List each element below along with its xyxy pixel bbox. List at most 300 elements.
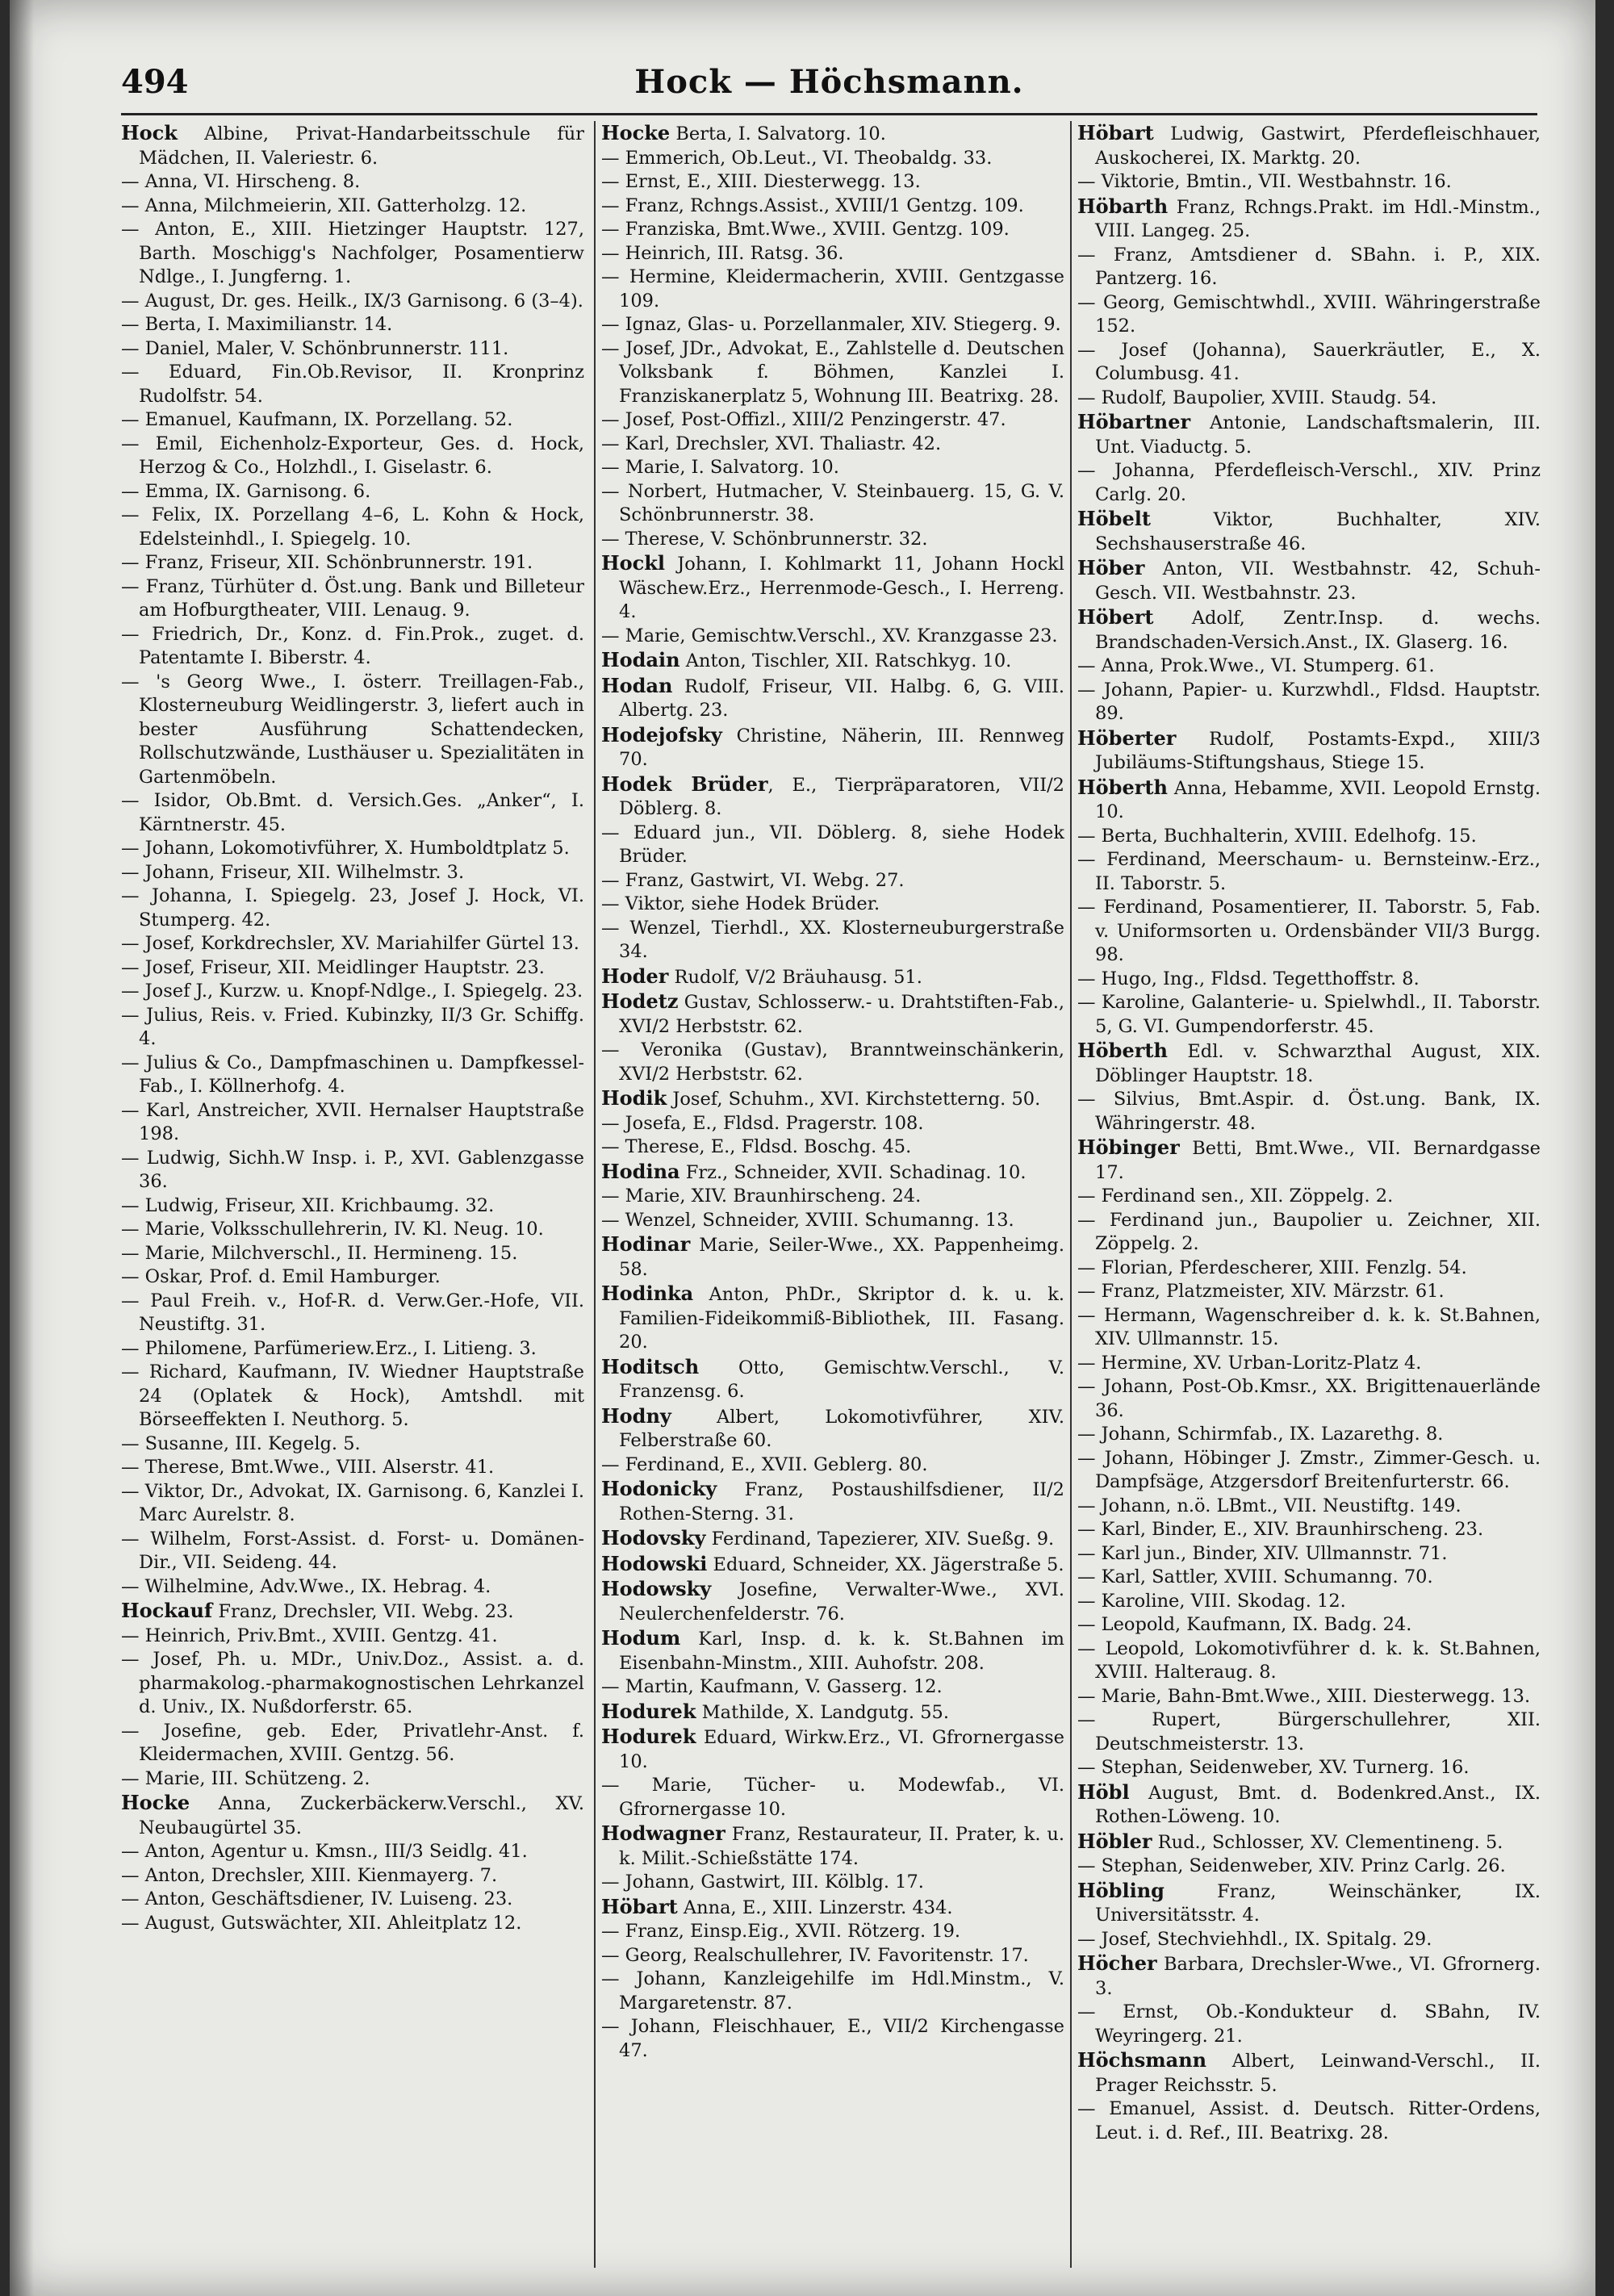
entry-text: — Anna, VI. Hirscheng. 8. — [121, 171, 361, 192]
directory-entry — [121, 980, 584, 1004]
entry-text: Franz, Drechsler, VII. Webg. 23. — [212, 1601, 514, 1622]
entry-text: — Ferdinand jun., Baupolier u. Zeichner, XII. Zöppelg. 2. — [1077, 1209, 1541, 1254]
entry-text: — Johann, Fleischhauer, E., VII/2 Kirchengasse 47. — [601, 2016, 1064, 2061]
entry-text: — Anton, Drechsler, XIII. Kienmayerg. 7. — [121, 1864, 498, 1886]
entry-surname: Höbart — [601, 1894, 678, 1918]
directory-entry — [1077, 655, 1541, 679]
entry-text: — Georg, Gemischtwhdl., XVIII. Währingerstraße 152. — [1077, 291, 1541, 337]
entry-surname: Höber — [1077, 556, 1145, 579]
entry-text: Christine, Näherin, III. Rennweg 70. — [619, 725, 1064, 770]
directory-entry — [601, 121, 1064, 147]
entry-text: — Johann, Friseur, XII. Wilhelmstr. 3. — [121, 861, 465, 883]
entry-text: — Franz, Türhüter d. Öst.ung. Bank und Billeteur am Hofburgtheater, VIII. Lenaug. 9. — [121, 575, 584, 621]
directory-entry — [1077, 1257, 1541, 1281]
directory-entry — [121, 575, 584, 623]
entry-surname: Höbart — [1077, 121, 1154, 144]
directory-entry — [601, 822, 1064, 869]
entry-text: — August, Gutswächter, XII. Ahleitplatz 12. — [121, 1912, 522, 1934]
entry-text: — Stephan, Seidenweber, XV. Turnerg. 16. — [1077, 1757, 1470, 1778]
directory-entry — [601, 147, 1064, 171]
entry-text: — Rupert, Bürgerschullehrer, XII. Deutschmeisterstr. 13. — [1077, 1709, 1541, 1754]
entry-text: — Johanna, I. Spiegelg. 23, Josef J. Hock, VI. Stumperg. 42. — [121, 885, 584, 931]
entry-text: — Eduard, Fin.Ob.Revisor, II. Kronprinz Rudolfstr. 54. — [121, 362, 584, 407]
entry-text: — Hermann, Wagenschreiber d. k. k. St.Bahnen, XIV. Ullmannstr. 15. — [1077, 1304, 1541, 1349]
directory-entry — [601, 648, 1064, 674]
entry-text: — Florian, Pferdescherer, XIII. Fenzlg. 54. — [1077, 1257, 1467, 1278]
entry-text: — Berta, I. Maximilianstr. 14. — [121, 314, 393, 335]
entry-surname: Höberth — [1077, 775, 1168, 799]
directory-entry — [1077, 1590, 1541, 1614]
directory-entry — [601, 480, 1064, 528]
directory-entry — [121, 1194, 584, 1219]
entry-text: — Therese, E., Fldsd. Boschg. 45. — [601, 1136, 912, 1157]
entry-text: — Johann, Gastwirt, III. Kölblg. 17. — [601, 1872, 924, 1892]
entry-text: Ferdinand, Tapezierer, XIV. Sueßg. 9. — [705, 1529, 1055, 1549]
directory-entry — [121, 290, 584, 314]
entry-text: — Leopold, Lokomotivführer d. k. k. St.Bahnen, XVIII. Halteraug. 8. — [1077, 1637, 1541, 1683]
entry-text: — Franz, Platzmeister, XIV. Märzstr. 61. — [1077, 1281, 1445, 1302]
entry-text: — Johanna, Pferdefleisch-Verschl., XIV. Prinz Carlg. 20. — [1077, 460, 1541, 505]
directory-entry — [1077, 1209, 1541, 1257]
entry-surname: Höberter — [1077, 726, 1177, 750]
entry-text: — August, Dr. ges. Heilk., IX/3 Garnisong. 6 (3–4). — [121, 290, 583, 312]
directory-entry — [121, 1361, 584, 1432]
directory-entry — [1077, 1352, 1541, 1376]
entry-text: — Marie, XIV. Braunhirscheng. 24. — [601, 1186, 922, 1207]
directory-entry — [1077, 991, 1541, 1039]
directory-entry — [1077, 1423, 1541, 1447]
directory-entry — [121, 1791, 584, 1840]
directory-entry — [1077, 968, 1541, 992]
entry-text: — Johann, Post-Ob.Kmsr., XX. Brigittenauerlände 36. — [1077, 1376, 1541, 1421]
entry-text: — Paul Freih. v., Hof-R. d. Verw.Ger.-Hofe, VII. Neustiftg. 31. — [121, 1290, 584, 1335]
entry-text: — Johann, n.ö. LBmt., VII. Neustiftg. 149. — [1077, 1495, 1461, 1516]
directory-entry — [601, 772, 1064, 822]
entry-text: — Marie, III. Schützeng. 2. — [121, 1767, 370, 1789]
directory-entry — [121, 1720, 584, 1767]
directory-entry — [601, 1232, 1064, 1282]
entry-text: Berta, I. Salvatorg. 10. — [670, 123, 886, 144]
entry-text: Franz, Restaurateur, II. Prater, k. u. k. Milit.-Schießstätte 174. — [619, 1824, 1064, 1869]
directory-entry — [1077, 2001, 1541, 2048]
directory-entry — [121, 1004, 584, 1052]
directory-entry — [121, 1242, 584, 1266]
page-header — [121, 63, 1537, 111]
entry-text: — Emmerich, Ob.Leut., VI. Theobaldg. 33. — [601, 147, 993, 169]
entry-text: — Wilhelmine, Adv.Wwe., IX. Hebrag. 4. — [121, 1575, 491, 1597]
directory-entry — [121, 1648, 584, 1720]
entry-text: — Johann, Schirmfab., IX. Lazarethg. 8. — [1077, 1424, 1444, 1445]
page-number: 494 — [121, 63, 189, 101]
directory-entry — [1077, 726, 1541, 776]
entry-text: — Anna, Milchmeierin, XII. Gatterholzg. 12. — [121, 194, 527, 216]
entry-text: — Philomene, Parfümeriew.Erz., I. Litieng. 3. — [121, 1337, 537, 1359]
entry-surname: Höbert — [1077, 605, 1154, 629]
entry-text: August, Bmt. d. Bodenkred.Anst., IX. Rothen-Löweng. 10. — [1095, 1782, 1541, 1827]
directory-entry — [601, 1209, 1064, 1233]
directory-entry — [601, 1185, 1064, 1209]
entry-text: — Karl, Sattler, XVIII. Schumanng. 70. — [1077, 1566, 1433, 1587]
directory-entry — [121, 1432, 584, 1457]
entry-text: — Richard, Kaufmann, IV. Wiedner Hauptstraße 24 (Oplatek & Hock), Amtshdl. mit Börseeffekten I. Neuthorg. 5. — [121, 1361, 584, 1430]
entry-text: Eduard, Schneider, XX. Jägerstraße 5. — [707, 1554, 1064, 1575]
directory-entry — [601, 625, 1064, 649]
directory-entry — [121, 1480, 584, 1528]
entry-text: — Josef, Ph. u. MDr., Univ.Doz., Assist. a. d. pharmakolog.-pharmakognostischen Lehrkanzel d. Univ., IX. Nußdorferstr. 65. — [121, 1649, 584, 1717]
entry-surname: Höbelt — [1077, 507, 1151, 530]
entry-text: — Ludwig, Sichh.W Insp. i. P., XVI. Gablenzgasse 36. — [121, 1147, 584, 1192]
directory-entry — [601, 1086, 1064, 1112]
entry-text: — Marie, Milchverschl., II. Hermineng. 15. — [121, 1242, 518, 1264]
entry-text: — Marie, I. Salvatorg. 10. — [601, 457, 839, 478]
entry-text: — Franz, Rchngs.Assist., XVIII/1 Gentzg. 109. — [601, 194, 1024, 216]
directory-entry — [601, 1355, 1064, 1404]
directory-entry — [121, 433, 584, 480]
entry-text: — Marie, Volksschullehrerin, IV. Kl. Neug. 10. — [121, 1219, 544, 1240]
entry-surname: Höbl — [1077, 1780, 1130, 1804]
entry-text: Edl. v. Schwarzthal August, XIX. Döblinger Hauptstr. 18. — [1095, 1041, 1541, 1086]
directory-entry — [1077, 1685, 1541, 1709]
entry-text: — Karl jun., Binder, XIV. Ullmannstr. 71. — [1077, 1542, 1448, 1564]
entry-surname: Hocke — [601, 121, 671, 144]
entry-text: Josef, Schuhm., XVI. Kirchstetterng. 50. — [667, 1089, 1041, 1110]
directory-entry — [121, 1528, 584, 1575]
entry-text: — Heinrich, III. Ratsg. 36. — [601, 242, 844, 264]
entry-text: — Viktor, Dr., Advokat, IX. Garnisong. 6, Kanzlei I. Marc Aurelstr. 8. — [121, 1480, 584, 1525]
directory-entry — [1077, 679, 1541, 726]
directory-entry — [121, 218, 584, 290]
entry-text: — Anna, Prok.Wwe., VI. Stumperg. 61. — [1077, 655, 1435, 676]
entry-text: — Felix, IX. Porzellang 4–6, L. Kohn & Hock, Edelsteinhdl., I. Spiegelg. 10. — [121, 504, 584, 550]
entry-surname: Höbinger — [1077, 1135, 1180, 1159]
entry-text: — Martin, Kaufmann, V. Gasserg. 12. — [601, 1676, 943, 1697]
entry-text: Anna, Hebamme, XVII. Leopold Ernstg. 10. — [1095, 777, 1541, 822]
directory-entry — [1077, 1135, 1541, 1185]
directory-entry — [601, 456, 1064, 480]
entry-surname: Hock — [121, 121, 178, 144]
entry-text: — Therese, Bmt.Wwe., VIII. Alserstr. 41. — [121, 1457, 495, 1478]
entry-text: — Wenzel, Schneider, XVIII. Schumanng. 13. — [601, 1209, 1014, 1231]
entry-text: — Ferdinand sen., XII. Zöppelg. 2. — [1077, 1186, 1394, 1207]
entry-text: Barbara, Drechsler-Wwe., VI. Gfrornerg. 3. — [1095, 1954, 1541, 1999]
entry-text: — Josef, Korkdrechsler, XV. Mariahilfer Gürtel 13. — [121, 933, 579, 954]
entry-text: — Rudolf, Baupolier, XVIII. Staudg. 54. — [1077, 387, 1437, 408]
entry-text: , E., Tierpräparatoren, VII/2 Döblerg. 8. — [619, 774, 1064, 819]
directory-entry — [1077, 1879, 1541, 1928]
entry-surname: Höcher — [1077, 1951, 1157, 1975]
entry-text: — Franz, Gastwirt, VI. Webg. 27. — [601, 869, 905, 891]
entry-text: — Karl, Anstreicher, XVII. Hernalser Hauptstraße 198. — [121, 1099, 584, 1144]
entry-text: — Silvius, Bmt.Aspir. d. Öst.ung. Bank, IX. Währingerstr. 48. — [1077, 1089, 1541, 1134]
directory-entry — [601, 1477, 1064, 1526]
directory-entry — [121, 1840, 584, 1864]
directory-entry — [1077, 1375, 1541, 1423]
directory-entry — [121, 1337, 584, 1361]
entry-surname: Hodan — [601, 673, 673, 697]
directory-entry — [1077, 291, 1541, 339]
directory-entry — [121, 480, 584, 504]
entry-text: — Josefa, E., Fldsd. Pragerstr. 108. — [601, 1112, 924, 1134]
directory-entry — [601, 1526, 1064, 1552]
entry-text: Mathilde, X. Landgutg. 55. — [696, 1701, 950, 1723]
entry-text: Albert, Leinwand-Verschl., II. Prager Reichsstr. 5. — [1095, 2051, 1541, 2096]
entry-surname: Hodowsky — [601, 1577, 712, 1600]
directory-entry — [1077, 1542, 1541, 1566]
directory-entry — [601, 337, 1064, 409]
entry-text: — Julius & Co., Dampfmaschinen u. Dampfkessel-Fab., I. Köllnerhofg. 4. — [121, 1052, 584, 1097]
entry-surname: Höberth — [1077, 1039, 1168, 1062]
entry-text: — Norbert, Hutmacher, V. Steinbauerg. 15, G. V. Schönbrunnerstr. 38. — [601, 480, 1064, 525]
entry-surname: Hodek Brüder — [601, 772, 768, 796]
directory-entry — [121, 408, 584, 433]
directory-entry — [601, 1675, 1064, 1700]
directory-entry — [1077, 556, 1541, 605]
entry-text: — Veronika (Gustav), Branntweinschänkerin, XVI/2 Herbststr. 62. — [601, 1039, 1064, 1085]
entry-surname: Hodowski — [601, 1551, 708, 1575]
directory-entry — [1077, 1566, 1541, 1590]
page-edge-shadow — [10, 0, 34, 2296]
directory-entry — [1077, 1780, 1541, 1830]
directory-entry — [601, 408, 1064, 433]
column-1 — [121, 121, 584, 2268]
entry-surname: Hodny — [601, 1403, 671, 1428]
directory-entry — [121, 1147, 584, 1194]
directory-entry — [601, 869, 1064, 893]
directory-entry — [1077, 1185, 1541, 1209]
entry-surname: Hodejofsky — [601, 722, 722, 747]
entry-text: Anna, Zuckerbäckerw.Verschl., XV. Neubaugürtel 35. — [139, 1793, 584, 1838]
directory-entry — [1077, 2048, 1541, 2097]
directory-entry — [1077, 121, 1541, 170]
entry-text: Betti, Bmt.Wwe., VII. Bernardgasse 17. — [1095, 1138, 1541, 1183]
entry-surname: Hodain — [601, 648, 680, 671]
entry-text: — Josef, Post-Offizl., XIII/2 Penzingerstr. 47. — [601, 409, 1006, 430]
directory-entry — [121, 504, 584, 551]
directory-entry — [601, 1039, 1064, 1086]
entry-text: — Franz, Einsp.Eig., XVII. Rötzerg. 19. — [601, 1921, 961, 1942]
directory-entry — [1077, 1637, 1541, 1685]
directory-entry — [601, 2015, 1064, 2063]
directory-entry — [121, 1575, 584, 1600]
entry-text: — Isidor, Ob.Bmt. d. Versich.Ges. „Anker“, I. Kärntnerstr. 45. — [121, 790, 584, 835]
directory-entry — [601, 1725, 1064, 1774]
directory-entry — [1077, 2097, 1541, 2145]
entry-text: — Georg, Realschullehrer, IV. Favoritenstr. 17. — [601, 1944, 1029, 1966]
entry-surname: Höbling — [1077, 1878, 1165, 1902]
entry-surname: Hodinar — [601, 1232, 691, 1256]
directory-entry — [1077, 1830, 1541, 1855]
directory-entry — [601, 1774, 1064, 1821]
entry-text: — Hugo, Ing., Fldsd. Tegetthoffstr. 8. — [1077, 968, 1420, 989]
directory-entry — [1077, 507, 1541, 556]
entry-text: — Emanuel, Assist. d. Deutsch. Ritter-Ordens, Leut. i. d. Ref., III. Beatrixg. 28. — [1077, 2098, 1541, 2143]
entry-text: — Susanne, III. Kegelg. 5. — [121, 1432, 361, 1454]
directory-entry — [121, 1218, 584, 1242]
directory-entry — [121, 1052, 584, 1099]
entry-text: — Viktorie, Bmtin., VII. Westbahnstr. 16. — [1077, 171, 1452, 192]
entry-text: — Anton, Agentur u. Kmsn., III/3 Seidlg. 41. — [121, 1841, 528, 1862]
entry-text: Gustav, Schlosserw.- u. Drahtstiften-Fab., XVI/2 Herbststr. 62. — [619, 992, 1064, 1037]
directory-entry — [601, 1895, 1064, 1921]
directory-entry — [601, 1944, 1064, 1968]
entry-text: — Hermine, Kleidermacherin, XVIII. Gentzgasse 109. — [601, 266, 1064, 312]
entry-text: — Josefine, geb. Eder, Privatlehr-Anst. f. Kleidermachen, XVIII. Gentzg. 56. — [121, 1720, 584, 1765]
entry-surname: Hockauf — [121, 1599, 213, 1622]
directory-entry — [601, 313, 1064, 337]
directory-entry — [601, 1871, 1064, 1895]
entry-text: — Emma, IX. Garnisong. 6. — [121, 480, 371, 502]
entry-text: — Wenzel, Tierhdl., XX. Klosterneuburgerstraße 34. — [601, 917, 1064, 962]
directory-entry — [121, 789, 584, 837]
directory-entry — [601, 528, 1064, 552]
directory-entry — [1077, 1928, 1541, 1952]
entry-text: — Ludwig, Friseur, XII. Krichbaumg. 32. — [121, 1194, 495, 1216]
entry-text: Anton, VII. Westbahnstr. 42, Schuh-Gesch. VII. Westbahnstr. 23. — [1095, 558, 1541, 604]
directory-entry — [1077, 1518, 1541, 1542]
entry-text: — Stephan, Seidenweber, XIV. Prinz Carlg. 26. — [1077, 1855, 1506, 1876]
entry-text: — Johann, Kanzleigehilfe im Hdl.Minstm., V. Margaretenstr. 87. — [601, 1968, 1064, 2014]
entry-text: — 's Georg Wwe., I. österr. Treillagen-Fab., Klosterneuburg Weidlingerstr. 3, liefert auch in bester Ausführung Schattendecken, Rollschutzwände, Lusthäuser u. Spezialitäten in Gartenmöbeln. — [121, 671, 584, 788]
entry-surname: Hodum — [601, 1626, 681, 1650]
directory-entry — [1077, 776, 1541, 825]
entry-text: — Heinrich, Priv.Bmt., XVIII. Gentzg. 41. — [121, 1625, 498, 1646]
entry-text: — Hermine, XV. Urban-Loritz-Platz 4. — [1077, 1352, 1422, 1374]
entry-surname: Höbarth — [1077, 194, 1169, 218]
directory-entry — [601, 917, 1064, 964]
entry-text: — Josef, JDr., Advokat, E., Zahlstelle d. Deutschen Volksbank f. Böhmen, Kanzlei I. Franziskanerplatz 5, Wohnung III. Beatrixg. 28. — [601, 337, 1064, 407]
entry-text: — Oskar, Prof. d. Emil Hamburger. — [121, 1266, 441, 1287]
entry-text: — Viktor, siehe Hodek Brüder. — [601, 893, 880, 914]
entry-text: — Johann, Lokomotivführer, X. Humboldtplatz 5. — [121, 838, 570, 859]
entry-text: Ludwig, Gastwirt, Pferdefleischhauer, Auskocherei, IX. Marktg. 20. — [1095, 123, 1541, 169]
entry-surname: Höbartner — [1077, 410, 1191, 433]
entry-text: Rudolf, Friseur, VII. Halbg. 6, G. VIII. Albertg. 23. — [619, 675, 1064, 721]
directory-entry — [601, 218, 1064, 242]
directory-entry — [1077, 848, 1541, 896]
entry-text: — Leopold, Kaufmann, IX. Badg. 24. — [1077, 1614, 1412, 1635]
entry-text: — Emil, Eichenholz-Exporteur, Ges. d. Hock, Herzog & Co., Holzhdl., I. Giselastr. 6. — [121, 433, 584, 478]
entry-surname: Höbler — [1077, 1829, 1152, 1853]
directory-entry — [121, 1864, 584, 1888]
entry-text: — Karoline, Galanterie- u. Spielwhdl., II. Taborstr. 5, G. VI. Gumpendorferstr. 45. — [1077, 992, 1541, 1037]
entry-text: — Therese, V. Schönbrunnerstr. 32. — [601, 528, 928, 550]
directory-entry — [121, 1099, 584, 1147]
column-divider — [1070, 121, 1072, 2268]
entry-text: — Johann, Papier- u. Kurzwhdl., Fldsd. Hauptstr. 89. — [1077, 679, 1541, 724]
directory-entry — [601, 170, 1064, 194]
entry-text: — Ernst, Ob.-Kondukteur d. SBahn, IV. Weyringerg. 21. — [1077, 2001, 1541, 2047]
entry-text: Eduard, Wirkw.Erz., VI. Gfrornergasse 10. — [619, 1727, 1064, 1772]
entry-surname: Hoder — [601, 964, 669, 988]
entry-text: — Johann, Höbinger J. Zmstr., Zimmer-Gesch. u. Dampfsäge, Atzgersdorf Breitenfurterstr. 66. — [1077, 1447, 1541, 1492]
entry-surname: Hodina — [601, 1159, 680, 1183]
directory-entry — [601, 1282, 1064, 1355]
directory-entry — [601, 1453, 1064, 1478]
directory-entry — [121, 170, 584, 194]
entry-text: Johann, I. Kohlmarkt 11, Johann Hockl Wäschew.Erz., Herrenmode-Gesch., I. Herreng. 4. — [619, 554, 1064, 622]
directory-entry — [121, 121, 584, 170]
entry-text: Anna, E., XIII. Linzerstr. 434. — [677, 1897, 953, 1918]
entry-text: — Karl, Drechsler, XVI. Thaliastr. 42. — [601, 433, 942, 454]
directory-entry — [1077, 170, 1541, 194]
entry-text: — Anton, E., XIII. Hietzinger Hauptstr. 127, Barth. Moschigg's Nachfolger, Posamentierw Ndlge., I. Jungferng. 1. — [121, 219, 584, 287]
directory-entry — [1077, 459, 1541, 507]
directory-entry — [1077, 387, 1541, 411]
directory-entry — [121, 551, 584, 575]
entry-text: Anton, PhDr., Skriptor d. k. u. k. Familien-Fideikommiß-Bibliothek, III. Fasang. 20. — [619, 1284, 1064, 1353]
directory-entry — [121, 932, 584, 956]
directory-entry — [121, 1625, 584, 1649]
entry-text: — Berta, Buchhalterin, XVIII. Edelhofg. 15. — [1077, 825, 1477, 847]
entry-surname: Hodonicky — [601, 1477, 717, 1500]
directory-entry — [1077, 896, 1541, 968]
entry-text: Albine, Privat-Handarbeitsschule für Mädchen, II. Valeriestr. 6. — [139, 123, 584, 169]
column-2 — [601, 121, 1064, 2268]
directory-entry — [1077, 194, 1541, 244]
entry-text: Frz., Schneider, XVII. Schadinag. 10. — [679, 1161, 1027, 1183]
entry-text: — Emanuel, Kaufmann, IX. Porzellang. 52. — [121, 409, 513, 430]
directory-entry — [601, 1968, 1064, 2015]
entry-text: — Ernst, E., XIII. Diesterwegg. 13. — [601, 171, 921, 192]
entry-text: — Daniel, Maler, V. Schönbrunnerstr. 111. — [121, 337, 509, 359]
directory-entry — [121, 837, 584, 861]
entry-text: Adolf, Zentr.Insp. d. wechs. Brandschaden-Versich.Anst., IX. Glaserg. 16. — [1095, 608, 1541, 653]
entry-surname: Hodinka — [601, 1282, 694, 1305]
directory-entry — [1077, 1756, 1541, 1780]
entry-text: — Karl, Binder, E., XIV. Braunhirscheng. 23. — [1077, 1519, 1484, 1540]
entry-text: Marie, Seiler-Wwe., XX. Pappenheimg. 58. — [619, 1235, 1064, 1280]
entry-surname: Hockl — [601, 551, 666, 575]
entry-text: Franz, Weinschänker, IX. Universitätsstr. 4. — [1095, 1880, 1541, 1926]
directory-entry — [601, 194, 1064, 219]
entry-text: Anton, Tischler, XII. Ratschkyg. 10. — [679, 650, 1012, 671]
directory-entry — [121, 956, 584, 981]
directory-entry — [601, 551, 1064, 625]
entry-surname: Hodetz — [601, 989, 679, 1013]
directory-entry — [121, 1912, 584, 1936]
entry-surname: Hoditsch — [601, 1354, 700, 1378]
entry-text: Josefine, Verwalter-Wwe., XVI. Neulerchenfelderstr. 76. — [619, 1579, 1064, 1625]
directory-entry — [1077, 1447, 1541, 1495]
entry-surname: Hodik — [601, 1086, 667, 1110]
directory-entry — [601, 1552, 1064, 1578]
directory-entry — [121, 1265, 584, 1290]
directory-entry — [601, 723, 1064, 772]
directory-entry — [121, 361, 584, 408]
directory-entry — [121, 337, 584, 362]
entry-text: — Marie, Tücher- u. Modewfab., VI. Gfrornergasse 10. — [601, 1775, 1064, 1820]
directory-entry — [121, 885, 584, 932]
directory-entry — [601, 1404, 1064, 1453]
directory-entry — [121, 1290, 584, 1337]
entry-text: — Friedrich, Dr., Konz. d. Fin.Prok., zuget. d. Patentamte I. Biberstr. 4. — [121, 623, 584, 668]
directory-entry — [601, 1821, 1064, 1871]
entry-text: — Ferdinand, Meerschaum- u. Bernsteinw.-Erz., II. Taborstr. 5. — [1077, 849, 1541, 894]
directory-entry — [121, 1599, 584, 1625]
directory-entry — [121, 1456, 584, 1480]
entry-text: — Josef, Friseur, XII. Meidlinger Hauptstr. 23. — [121, 956, 545, 978]
column-3 — [1077, 121, 1541, 2268]
directory-entry — [1077, 410, 1541, 459]
entry-text: Rudolf, V/2 Bräuhausg. 51. — [668, 966, 922, 988]
directory-entry — [1077, 244, 1541, 291]
entry-text: — Ferdinand, E., XVII. Geblerg. 80. — [601, 1453, 928, 1475]
directory-entry — [1077, 825, 1541, 849]
directory-entry — [601, 1626, 1064, 1675]
directory-entry — [121, 1888, 584, 1912]
entry-text: — Ferdinand, Posamentierer, II. Taborstr. 5, Fab. v. Uniformsorten u. Ordensbänder VII/3 Burgg. 98. — [1077, 897, 1541, 965]
entry-text: — Ignaz, Glas- u. Porzellanmaler, XIV. Stiegerg. 9. — [601, 314, 1061, 335]
